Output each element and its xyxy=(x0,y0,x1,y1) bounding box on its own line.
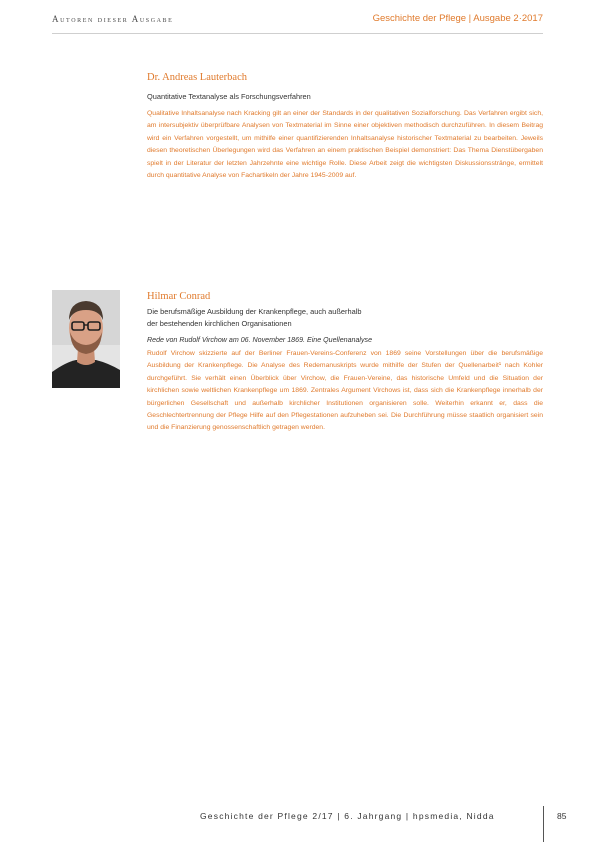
article-title: Quantitative Textanalyse als Forschungsverfahren xyxy=(147,92,311,101)
footer-divider xyxy=(543,806,544,842)
author-name: Hilmar Conrad xyxy=(147,291,211,302)
author-name: Dr. Andreas Lauterbach xyxy=(147,72,248,83)
page-number: 85 xyxy=(557,811,567,821)
author-entry-conrad xyxy=(147,291,543,435)
running-head-journal: Geschichte der Pflege | Ausgabe 2·2017 xyxy=(372,13,543,24)
article-title-line-2: der bestehenden kirchlichen Organisationen xyxy=(147,319,292,328)
article-title-line-1: Die berufsmäßige Ausbildung der Krankenpflege, auch außerhalb xyxy=(147,307,362,316)
article-abstract: Qualitative Inhaltsanalyse nach Kracking gilt an einer der Standards in der qualitativen Sozialforschung. Das Verfahren ergibt sich, am intersubjektiv überprüfbare Analysen von Textmaterial im Sinne einer objektiven methodisch durchzuführen. In diesem Beitrag wird ein Verfahren vorgestellt, um mithilfe einer quantifizierenden Inhaltsanalyse historischer Textmaterial zu bearbeiten. Jeweils diesen theoretischen Überlegungen wird das Verfahren an einem praktischen Beispiel demonstriert: Das Thema Dienstübergaben spielt in der Literatur der letzten Jahrzehnte eine wichtige Rolle. Diese Arbeit zeigt die wichtigsten Diskussionsstränge, ermittelt durch quantitative Analyse von Fachartikeln der Jahre 1945-2009 auf. xyxy=(147,110,543,180)
author-entry-lauterbach xyxy=(147,72,543,182)
article-abstract: Rudolf Virchow skizzierte auf der Berliner Frauen-Vereins-Conferenz von 1869 seine Vorstellungen über die berufsmäßige Ausbildung der Krankenpflege. Die Analyse des Redemanuskripts wurde mithilfe der Stufen der Quellenarbeit¹ nach Kohler durchgeführt. Sie verhält einen Überblick über Virchow, die Frauen-Vereine, das historische Umfeld und die Situation der kirchlichen sowie weltlichen Krankenpflege um 1869. Zentrales Argument Virchows ist, dass sich die Krankenpflege innerhalb der bürgerlichen Gesellschaft und außerhalb kirchlicher Institutionen organisieren solle. Weiterhin erkannt er, dass die Geschlechtertrennung der Pflege Hilfe auf den Pflegestationen aufzuheben sei. Die Durchführung müsse staatlich organisiert sein und die Finanzierung genossenschaftlich getragen werden. xyxy=(147,350,543,432)
article-subtitle: Rede von Rudolf Virchow am 06. November 1869. Eine Quellenanalyse xyxy=(147,336,373,344)
portrait-image xyxy=(52,290,120,388)
header-divider xyxy=(52,33,543,34)
running-head-section: Autoren dieser Ausgabe xyxy=(52,14,174,24)
author-photo xyxy=(52,290,120,388)
footer-imprint: Geschichte der Pflege 2/17 | 6. Jahrgang | hpsmedia, Nidda xyxy=(200,811,495,821)
